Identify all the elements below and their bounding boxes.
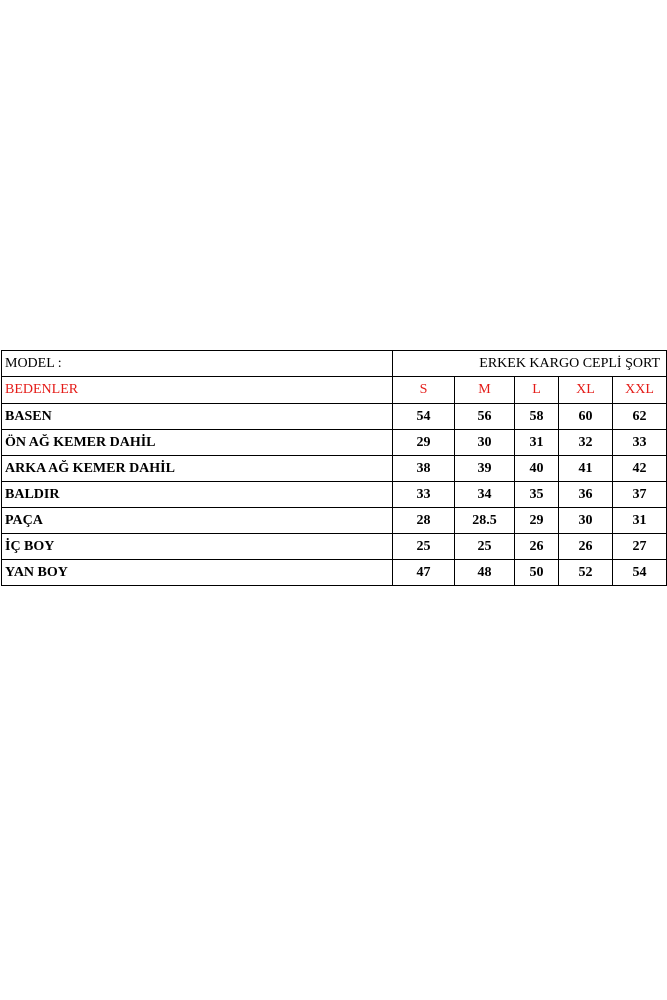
table-cell: 26 — [559, 534, 613, 560]
table-cell: 60 — [559, 404, 613, 430]
table-cell: 52 — [559, 560, 613, 586]
row-label: ARKA AĞ KEMER DAHİL — [2, 456, 393, 482]
size-column-header: XL — [559, 377, 613, 404]
table-cell: 38 — [393, 456, 455, 482]
model-label: MODEL : — [2, 351, 393, 377]
table-cell: 35 — [515, 482, 559, 508]
table-cell: 29 — [515, 508, 559, 534]
table-cell: 50 — [515, 560, 559, 586]
table-cell: 32 — [559, 430, 613, 456]
sizes-title: BEDENLER — [2, 377, 393, 404]
table-cell: 30 — [455, 430, 515, 456]
table-cell: 56 — [455, 404, 515, 430]
table-row — [2, 508, 667, 534]
row-label: İÇ BOY — [2, 534, 393, 560]
table-cell: 25 — [393, 534, 455, 560]
table-row — [2, 430, 667, 456]
row-label: PAÇA — [2, 508, 393, 534]
table-row — [2, 482, 667, 508]
size-chart-table — [1, 350, 667, 586]
table-cell: 28 — [393, 508, 455, 534]
size-column-header: XXL — [613, 377, 667, 404]
table-cell: 40 — [515, 456, 559, 482]
table-cell: 33 — [393, 482, 455, 508]
table-row — [2, 534, 667, 560]
table-cell: 54 — [613, 560, 667, 586]
row-label: BASEN — [2, 404, 393, 430]
table-row — [2, 456, 667, 482]
table-cell: 25 — [455, 534, 515, 560]
table-cell: 47 — [393, 560, 455, 586]
table-cell: 41 — [559, 456, 613, 482]
table-cell: 33 — [613, 430, 667, 456]
model-row — [2, 351, 667, 377]
table-cell: 48 — [455, 560, 515, 586]
table-cell: 58 — [515, 404, 559, 430]
row-label: YAN BOY — [2, 560, 393, 586]
table-cell: 31 — [515, 430, 559, 456]
table-row — [2, 560, 667, 586]
size-column-header: L — [515, 377, 559, 404]
row-label: BALDIR — [2, 482, 393, 508]
table-row — [2, 404, 667, 430]
size-column-header: S — [393, 377, 455, 404]
table-cell: 29 — [393, 430, 455, 456]
table-cell: 28.5 — [455, 508, 515, 534]
table-cell: 62 — [613, 404, 667, 430]
size-header-row — [2, 377, 667, 404]
table-cell: 37 — [613, 482, 667, 508]
table-cell: 36 — [559, 482, 613, 508]
model-value: ERKEK KARGO CEPLİ ŞORT — [393, 351, 667, 377]
table-cell: 39 — [455, 456, 515, 482]
table-cell: 54 — [393, 404, 455, 430]
table-cell: 42 — [613, 456, 667, 482]
table-cell: 26 — [515, 534, 559, 560]
table-cell: 27 — [613, 534, 667, 560]
table-cell: 30 — [559, 508, 613, 534]
table-cell: 34 — [455, 482, 515, 508]
row-label: ÖN AĞ KEMER DAHİL — [2, 430, 393, 456]
size-column-header: M — [455, 377, 515, 404]
table-cell: 31 — [613, 508, 667, 534]
